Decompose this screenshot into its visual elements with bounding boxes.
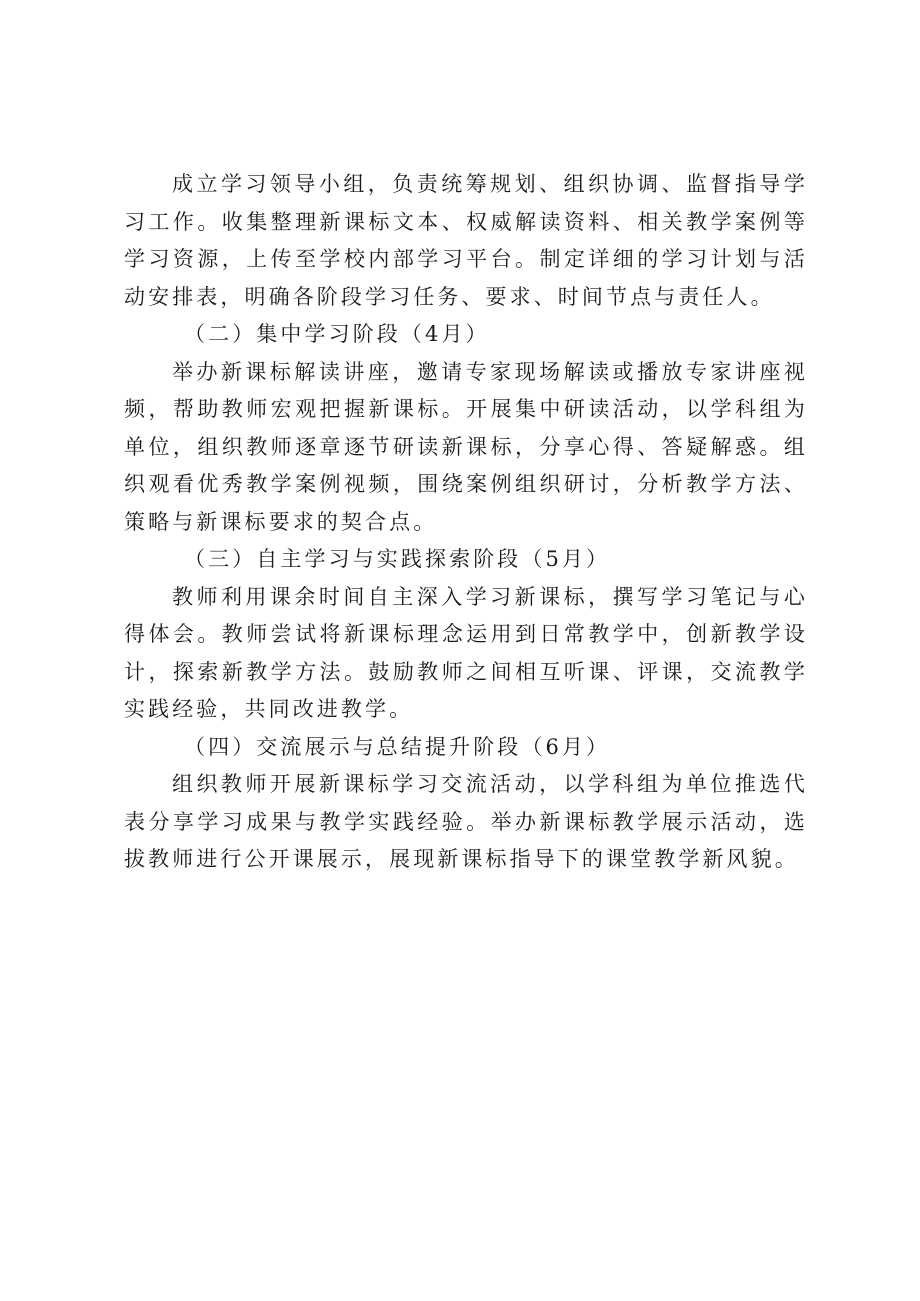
section-heading-centralized-study: （二）集中学习阶段（4月）	[184, 322, 490, 346]
paragraph-preparation: 成立学习领导小组，负责统筹规划、组织协调、监督指导学习工作。收集整理新课标文本、权威解读资料、相关教学案例等学习资源，上传至学校内部学习平台。制定详细的学习计划与活动安排表，明确各阶段学习任务、要求、时间节点与责任人。	[124, 172, 808, 309]
paragraph-self-study-practice: 教师利用课余时间自主深入学习新课标，撰写学习笔记与心得体会。教师尝试将新课标理念运用到日常教学中，创新教学设计，探索新教学方法。鼓励教师之间相互听课、评课，交流教学实践经验，共同改进教学。	[124, 584, 808, 721]
section-heading-exchange-summary: （四）交流展示与总结提升阶段（6月）	[184, 734, 611, 759]
document-body	[124, 166, 808, 879]
paragraph-centralized-study: 举办新课标解读讲座，邀请专家现场解读或播放专家讲座视频，帮助教师宏观把握新课标。开展集中研读活动，以学科组为单位，组织教师逐章逐节研读新课标，分享心得、答疑解惑。组织观看优秀教学案例视频，围绕案例组织研讨，分析教学方法、策略与新课标要求的契合点。	[124, 359, 808, 534]
paragraph-exchange-summary: 组织教师开展新课标学习交流活动，以学科组为单位推选代表分享学习成果与教学实践经验。举办新课标教学展示活动，选拔教师进行公开课展示，展现新课标指导下的课堂教学新风貌。	[124, 772, 808, 871]
section-heading-self-study-practice: （三）自主学习与实践探索阶段（5月）	[184, 547, 611, 571]
